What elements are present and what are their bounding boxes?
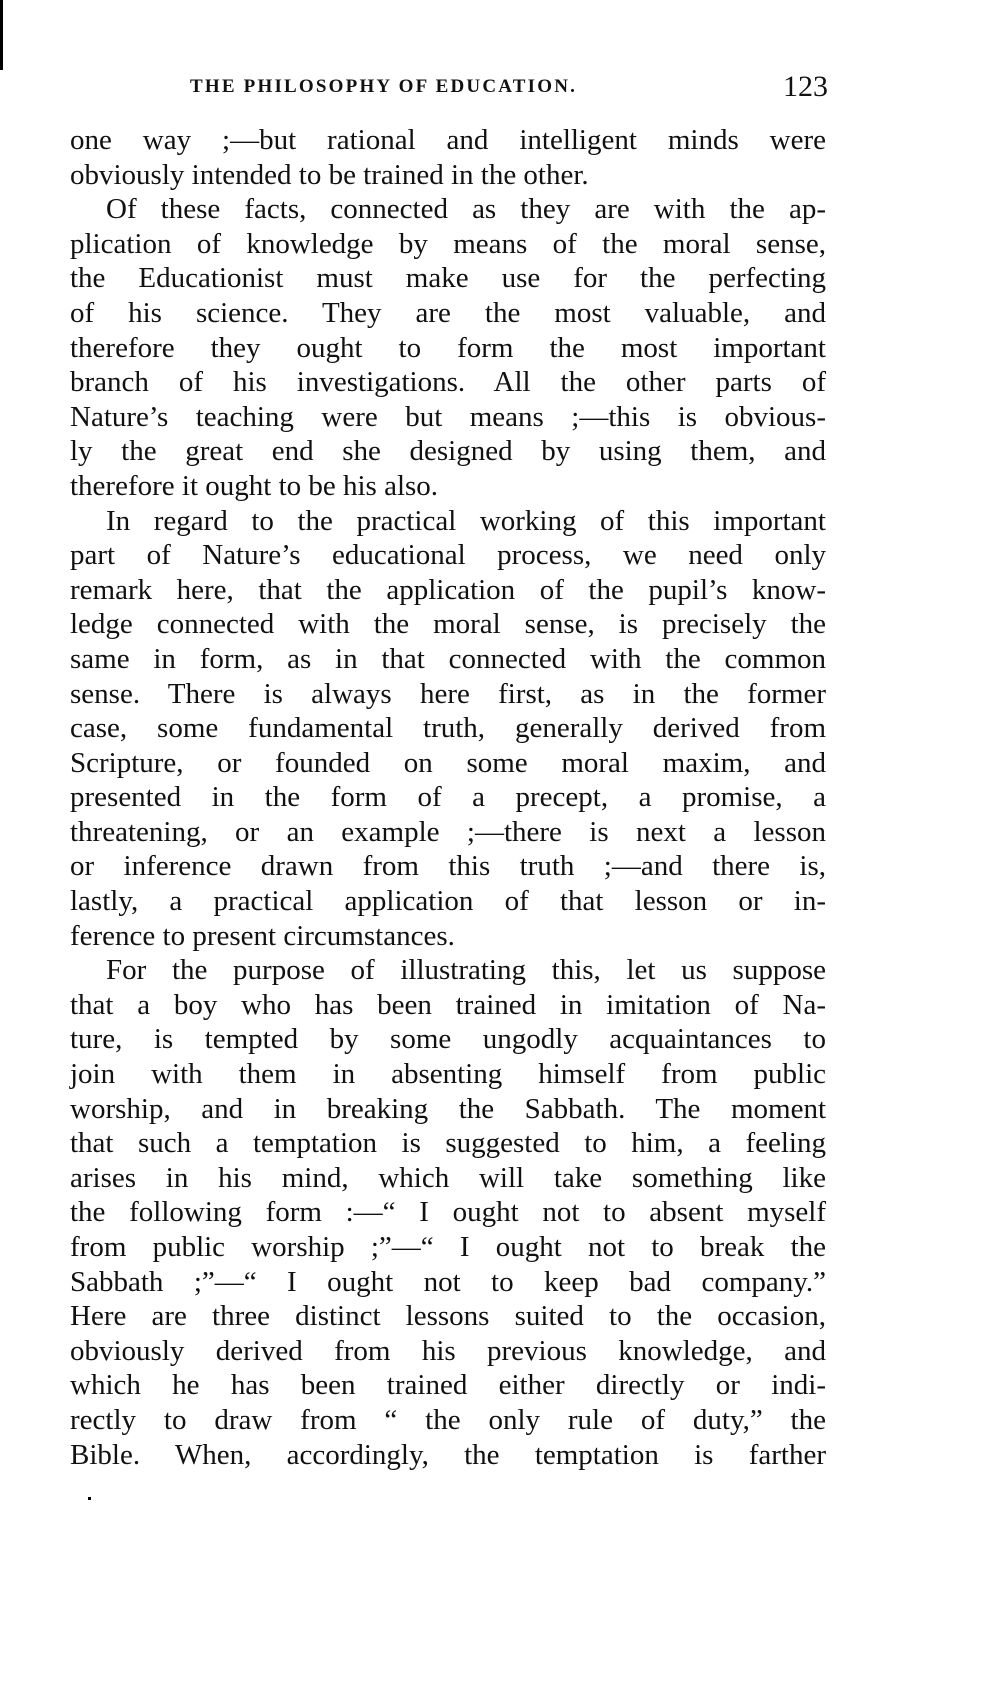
text-line: the following form :—“ I ought not to absent myself	[70, 1196, 826, 1229]
text-line: lastly, a practical application of that lesson or in-	[70, 885, 826, 918]
text-line: therefore they ought to form the most important	[70, 331, 826, 364]
text-line: For the purpose of illustrating this, let us suppose	[106, 954, 826, 987]
text-line: obviously intended to be trained in the other.	[70, 158, 589, 191]
text-line: rectly to draw from “ the only rule of duty,” the	[70, 1403, 826, 1436]
text-line: that a boy who has been trained in imitation of Na-	[70, 988, 826, 1021]
text-line: arises in his mind, which will take something like	[70, 1161, 826, 1194]
text-line: case, some fundamental truth, generally derived from	[70, 712, 826, 745]
text-line: ture, is tempted by some ungodly acquaintances to	[70, 1023, 826, 1056]
page-number: 123	[783, 70, 828, 103]
text-line: Bible. When, accordingly, the temptation is farther	[70, 1438, 826, 1471]
text-line: worship, and in breaking the Sabbath. The moment	[70, 1092, 826, 1125]
text-line: same in form, as in that connected with the common	[70, 642, 826, 675]
text-line: ference to present circumstances.	[70, 919, 455, 952]
text-line: obviously derived from his previous knowledge, and	[70, 1334, 826, 1367]
text-line: Of these facts, connected as they are with the ap-	[106, 193, 826, 226]
text-line: threatening, or an example ;—there is next a lesson	[70, 815, 826, 848]
text-line: branch of his investigations. All the other parts of	[70, 366, 826, 399]
body-text	[70, 123, 826, 1472]
text-line: join with them in absenting himself from public	[70, 1058, 826, 1091]
running-head-title: THE PHILOSOPHY OF EDUCATION.	[190, 76, 578, 97]
text-line: from public worship ;”—“ I ought not to break the	[70, 1231, 826, 1263]
scan-margin-mark	[0, 0, 3, 70]
text-line: presented in the form of a precept, a promise, a	[70, 781, 826, 814]
text-line: In regard to the practical working of this important	[106, 504, 826, 537]
text-line: which he has been trained either directly or indi-	[70, 1369, 826, 1402]
text-line: of his science. They are the most valuable, and	[70, 296, 826, 329]
text-line: one way ;—but rational and intelligent minds were	[70, 124, 826, 156]
text-line: therefore it ought to be his also.	[70, 469, 439, 502]
text-line: plication of knowledge by means of the moral sense,	[70, 227, 826, 260]
text-line: or inference drawn from this truth ;—and there is,	[70, 850, 826, 883]
text-line: Here are three distinct lessons suited to the occasion,	[70, 1300, 826, 1333]
text-line: Nature’s teaching were but means ;—this is obvious-	[70, 400, 826, 433]
text-line: part of Nature’s educational process, we need only	[70, 539, 826, 572]
text-line: that such a temptation is suggested to him, a feeling	[70, 1127, 826, 1160]
ink-speck	[88, 1497, 91, 1500]
running-head	[70, 70, 828, 104]
text-line: Scripture, or founded on some moral maxim, and	[70, 746, 826, 779]
text-line: ly the great end she designed by using them, and	[70, 435, 826, 468]
text-line: ledge connected with the moral sense, is precisely the	[70, 608, 826, 641]
text-line: sense. There is always here first, as in the former	[70, 677, 826, 710]
text-line: remark here, that the application of the pupil’s know-	[70, 573, 826, 606]
text-line: the Educationist must make use for the perfecting	[70, 262, 826, 295]
text-line: Sabbath ;”—“ I ought not to keep bad company.”	[70, 1265, 826, 1298]
